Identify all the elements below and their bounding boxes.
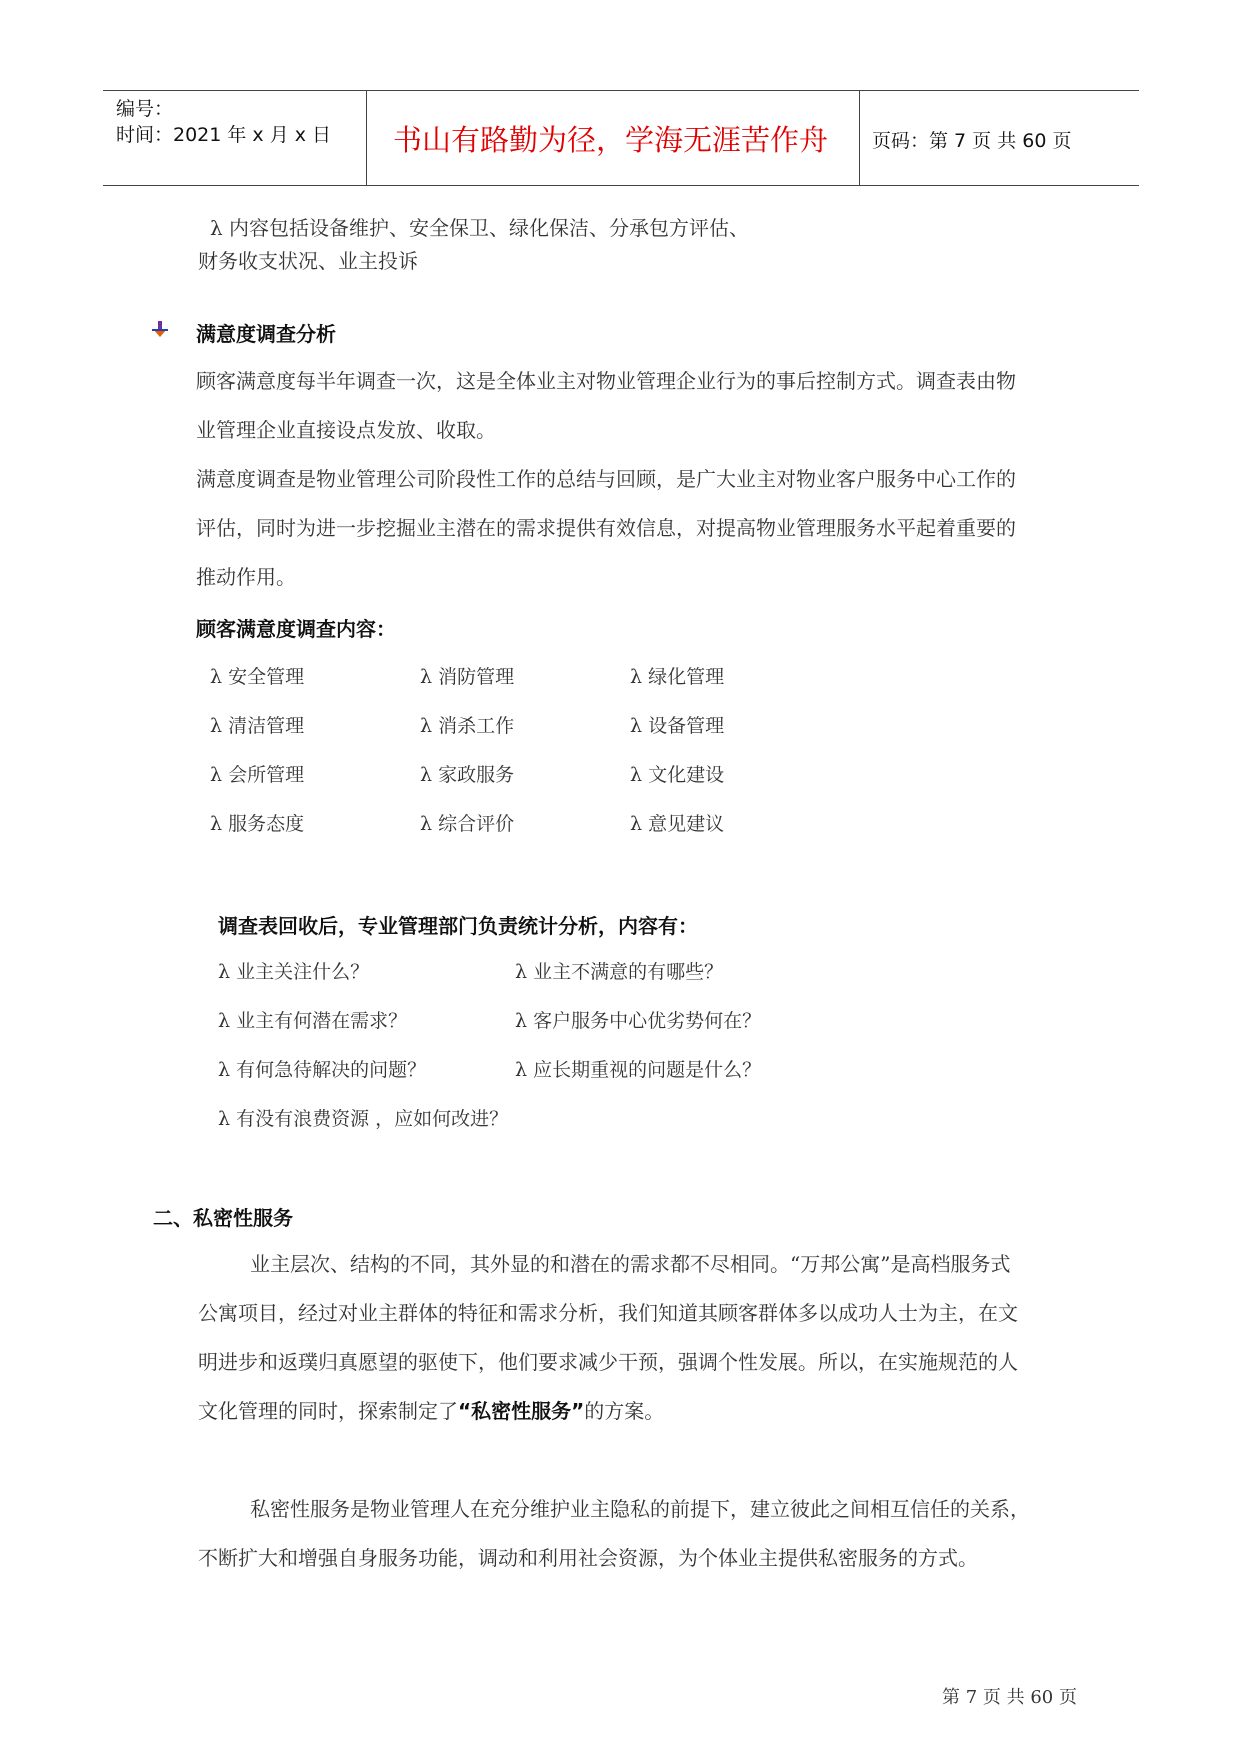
survey-item: λ 清洁管理 [210,715,305,737]
survey-item: λ 意见建议 [630,813,725,835]
header-motto: 书山有路勤为径，学海无涯苦作舟 [393,123,829,157]
paragraph-line: 满意度调查是物业管理公司阶段性工作的总结与回顾，是广大业主对物业客户服务中心工作的 [196,467,1016,491]
question-item: λ 有没有浪费资源 ，应如何改进？ [218,1108,509,1130]
survey-item: λ 消杀工作 [420,715,515,737]
section-heading: 二、私密性服务 [153,1206,293,1230]
paragraph-text: 文化管理的同时，探索制定了 [198,1399,458,1423]
paragraph-line [198,1398,664,1424]
doc-time-label: 时间：2021 年 x 月 x 日 [116,124,332,146]
survey-item: λ 设备管理 [630,715,725,737]
question-item: λ 客户服务中心优劣势何在？ [515,1010,762,1032]
intro-line: λ 内容包括设备维护、安全保卫、绿化保洁、分承包方评估、 [210,216,750,240]
paragraph-text: 的方案。 [584,1399,665,1423]
emphasis-text: “私密性服务” [458,1399,585,1423]
survey-item: λ 会所管理 [210,764,305,786]
survey-item: λ 文化建设 [630,764,725,786]
paragraph-line: 公寓项目，经过对业主群体的特征和需求分析，我们知道其顾客群体多以成功人士为主，在文 [198,1301,1018,1325]
paragraph-line: 评估，同时为进一步挖掘业主潜在的需求提供有效信息，对提高物业管理服务水平起着重要的 [196,516,1016,540]
subheading: 调查表回收后，专业管理部门负责统计分析，内容有： [218,914,698,938]
question-item: λ 业主不满意的有哪些？ [515,961,724,983]
question-item: λ 业主关注什么？ [218,961,370,983]
doc-number-label: 编号： [116,98,174,120]
survey-item: λ 绿化管理 [630,666,725,688]
survey-item: λ 综合评价 [420,813,515,835]
subheading: 顾客满意度调查内容： [196,617,396,641]
paragraph-line: 推动作用。 [196,565,296,589]
intro-line: 财务收支状况、业主投诉 [198,249,418,273]
paragraph-line: 业主层次、结构的不同，其外显的和潜在的需求都不尽相同。“万邦公寓”是高档服务式 [250,1252,1011,1276]
survey-item: λ 消防管理 [420,666,515,688]
paragraph-line: 不断扩大和增强自身服务功能，调动和利用社会资源，为个体业主提供私密服务的方式。 [198,1546,978,1570]
survey-item: λ 安全管理 [210,666,305,688]
page-footer: 第 7 页 共 60 页 [942,1687,1077,1708]
paragraph-line: 业管理企业直接设点发放、收取。 [196,418,496,442]
header-divider [366,91,367,185]
survey-item: λ 服务态度 [210,813,305,835]
question-item: λ 有何急待解决的问题？ [218,1059,427,1081]
paragraph-line: 私密性服务是物业管理人在充分维护业主隐私的前提下，建立彼此之间相互信任的关系， [250,1497,1030,1521]
header-page-label: 页码：第 7 页 共 60 页 [872,130,1072,152]
survey-item: λ 家政服务 [420,764,515,786]
paragraph-line: 顾客满意度每半年调查一次，这是全体业主对物业管理企业行为的事后控制方式。调查表由物 [196,369,1016,393]
header-divider [859,91,860,185]
bullet-arrow-icon [150,320,170,340]
section-heading: 满意度调查分析 [196,322,336,346]
question-item: λ 应长期重视的问题是什么？ [515,1059,762,1081]
paragraph-line: 明进步和返璞归真愿望的驱使下，他们要求减少干预，强调个性发展。所以，在实施规范的人 [198,1350,1018,1374]
question-item: λ 业主有何潜在需求？ [218,1010,408,1032]
